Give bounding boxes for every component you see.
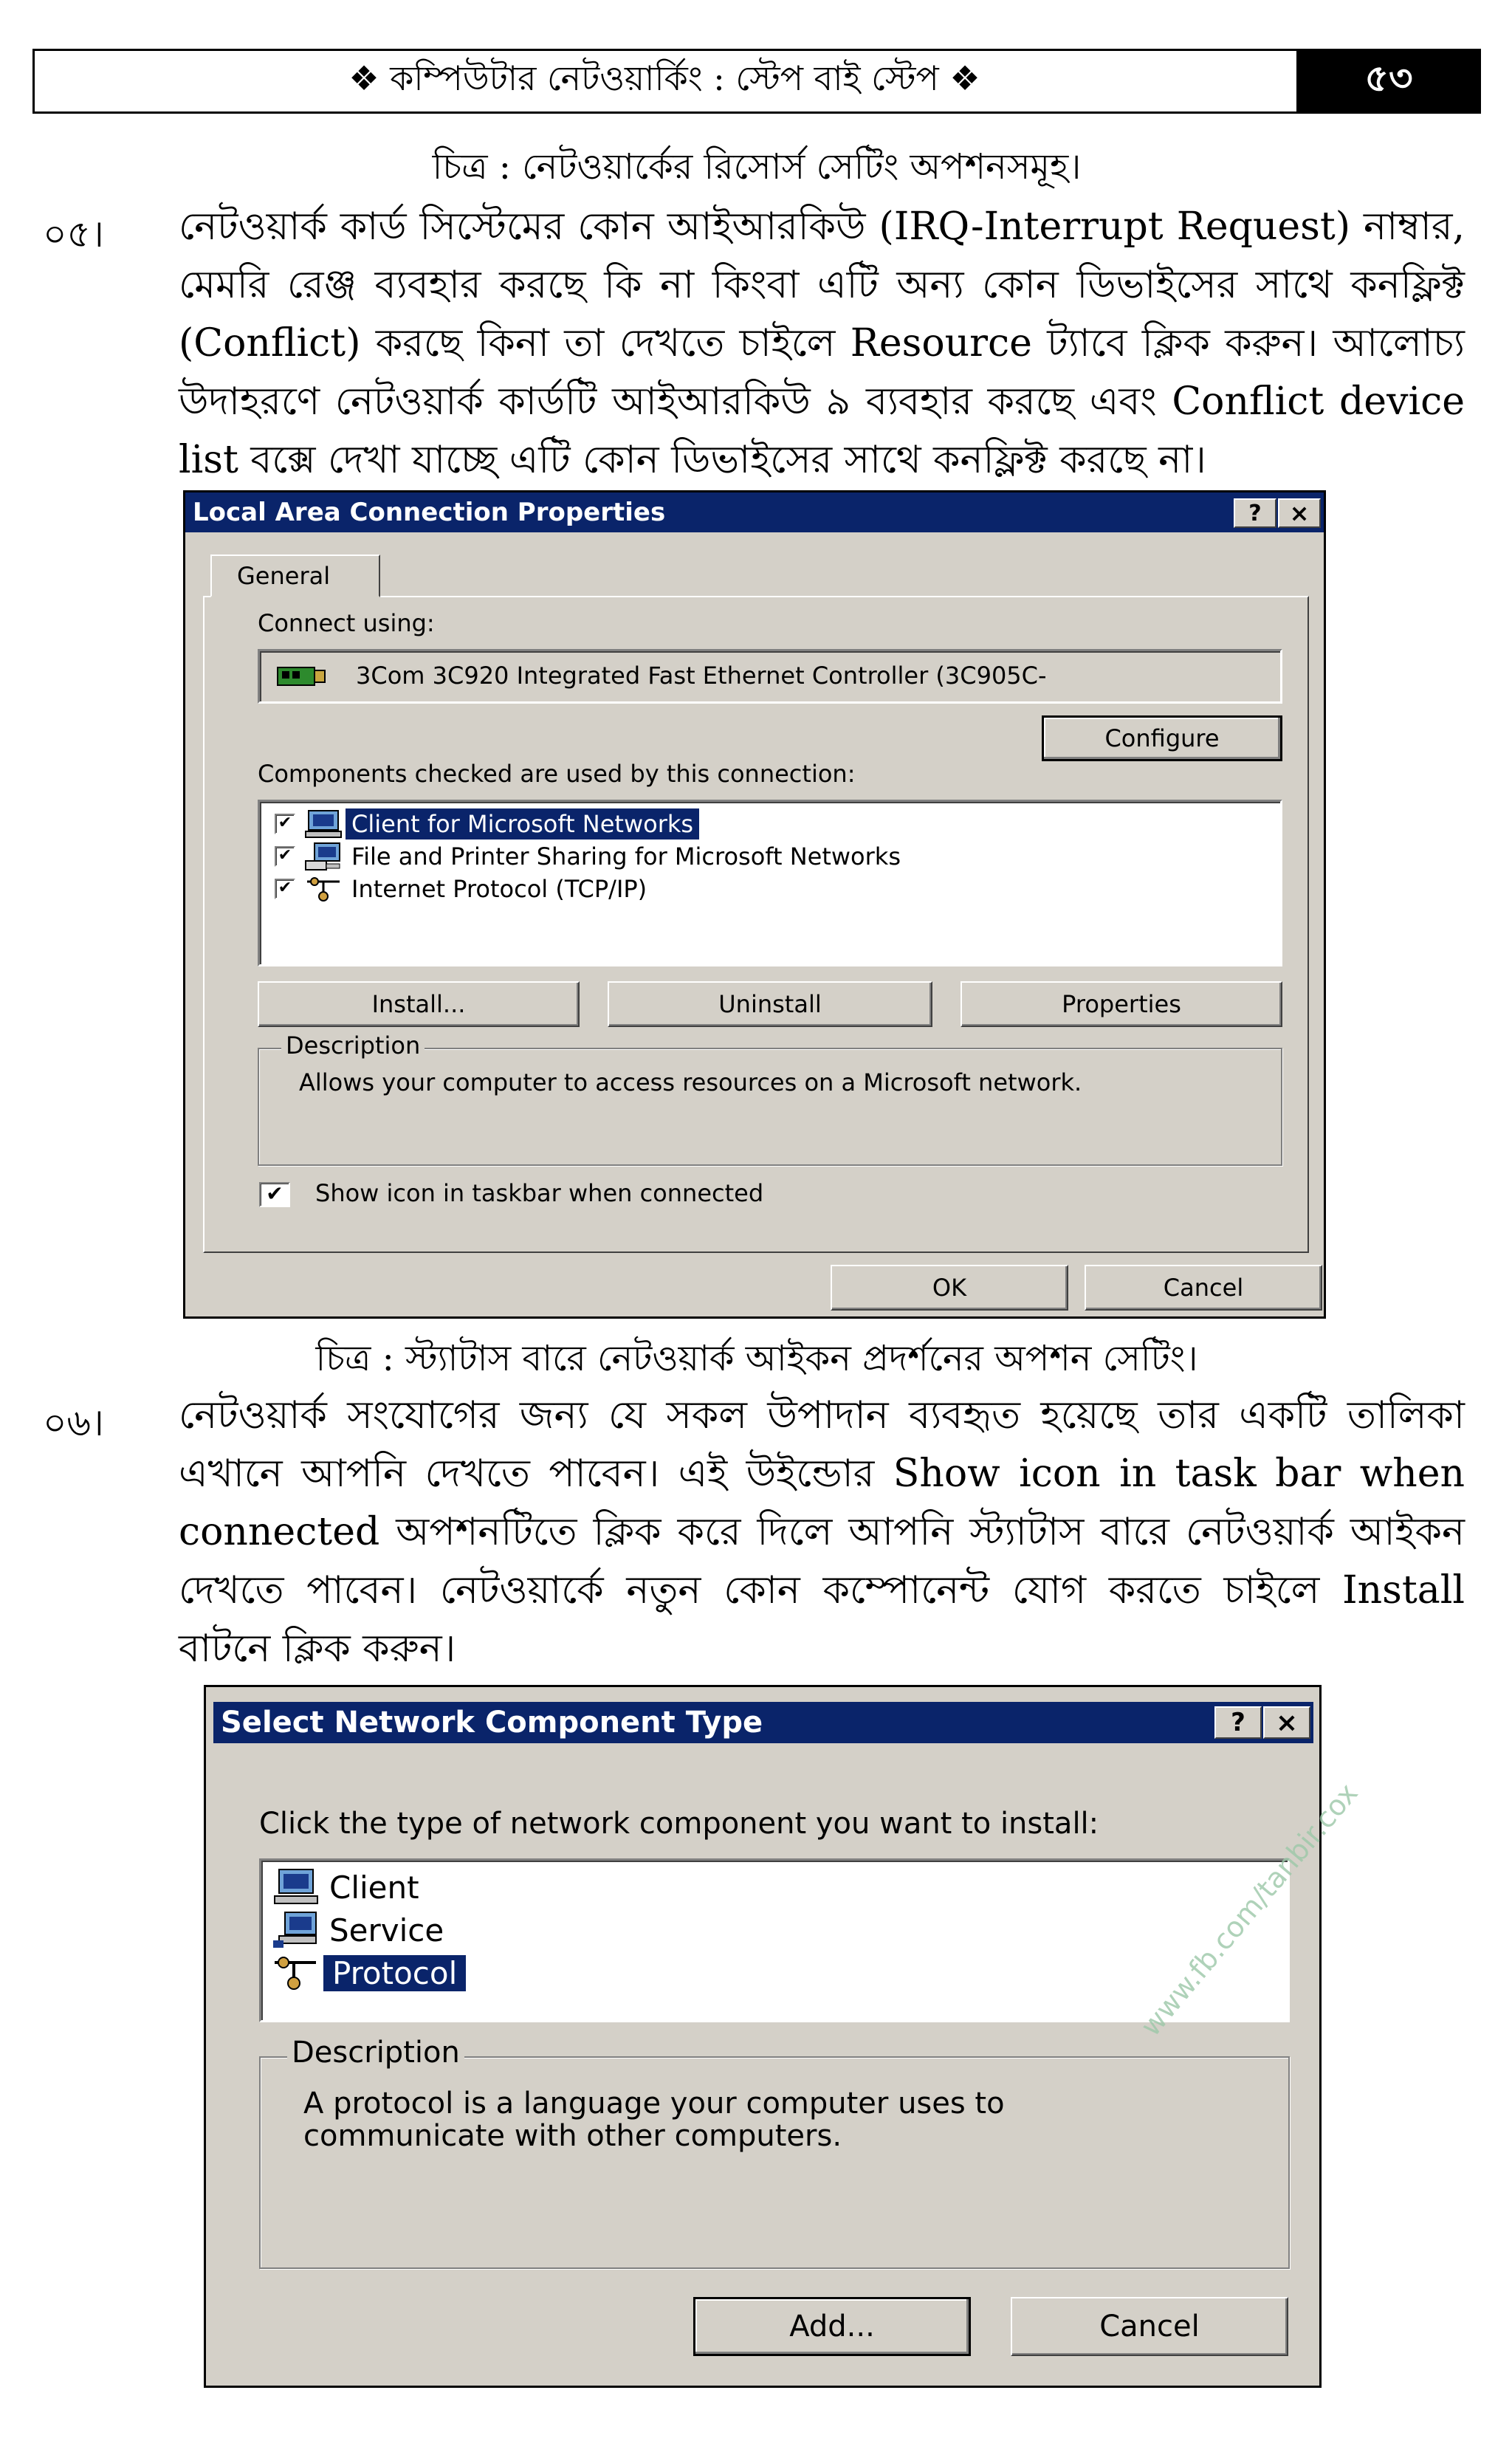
component-type-prompt: Click the type of network component you want to install: (259, 1807, 1099, 1841)
page-header-title: ❖ কম্পিউটার নেটওয়ার্কিং : স্টেপ বাই স্টেপ ❖ (348, 58, 980, 98)
cancel-button[interactable]: Cancel (1085, 1265, 1322, 1311)
list-item[interactable] (272, 1867, 425, 1908)
network-client-icon (304, 809, 343, 839)
close-button[interactable]: × (1263, 1706, 1310, 1739)
properties-button[interactable]: Properties (961, 981, 1282, 1027)
show-icon-checkbox[interactable]: ✔ (259, 1182, 290, 1207)
service-icon (272, 1911, 319, 1949)
adapter-name: 3Com 3C920 Integrated Fast Ethernet Controller (3C905C- (356, 662, 1047, 690)
description-legend: Description (281, 1031, 425, 1060)
components-list (258, 800, 1282, 966)
figure-caption-resource: চিত্র : নেটওয়ার্কের রিসোর্স সেটিং অপশনসমূহ। (432, 146, 1082, 188)
dialog-title-bar (213, 1702, 1313, 1743)
dialog-title: Local Area Connection Properties (193, 498, 666, 527)
help-button[interactable]: ? (1234, 498, 1276, 528)
close-button[interactable]: × (1278, 498, 1321, 528)
description-group (259, 2036, 1290, 2269)
component-checkbox[interactable]: ✔ (275, 879, 295, 899)
file-sharing-icon (304, 842, 343, 871)
list-item[interactable] (272, 1909, 450, 1951)
component-label: Internet Protocol (TCP/IP) (351, 875, 647, 903)
description-text: Allows your computer to access resources on a Microsoft network. (299, 1068, 1082, 1096)
component-type-list (259, 1858, 1290, 2022)
component-checkbox[interactable]: ✔ (275, 814, 295, 834)
component-type-label: Service (329, 1912, 444, 1948)
component-label: File and Printer Sharing for Microsoft Networks (351, 842, 901, 871)
protocol-icon (304, 874, 343, 904)
dialog-title: Select Network Component Type (221, 1706, 763, 1740)
add-button[interactable]: Add... (693, 2297, 971, 2356)
dialog-title-bar (185, 492, 1324, 532)
local-area-connection-properties-dialog (183, 490, 1326, 1319)
paragraph-number-05: ০৫। (43, 213, 104, 255)
configure-button[interactable]: Configure (1042, 715, 1282, 761)
list-item[interactable] (275, 840, 907, 873)
description-group (258, 1031, 1282, 1166)
paragraph-05: নেটওয়ার্ক কার্ড সিস্টেমের কোন আইআরকিউ (IRQ-Interrupt Request) নাম্বার, মেমরি রেঞ্জ ব্যবহার করছে কি না কিংবা এটি অন্য কোন ডিভাইসের সাথে কনফ্লিক্ট (Conflict) করছে কিনা তা দেখতে চাইলে Resource ট্যাবে ক্লিক করুন। আলোচ্য উদাহরণে নেটওয়ার্ক কার্ডটি আইআরকিউ ৯ ব্যবহার করছে এবং Conflict device list বক্সে দেখা যাচ্ছে এটি কোন ডিভাইসের সাথে কনফ্লিক্ট করছে না। (179, 205, 1465, 482)
protocol-icon (272, 1954, 319, 1992)
tab-general[interactable]: General (210, 554, 380, 597)
watermark: www.fb.com/tanbir.cox (1134, 1776, 1364, 2042)
network-card-icon (276, 665, 328, 690)
show-icon-label[interactable]: Show icon in taskbar when connected (315, 1179, 764, 1207)
install-button[interactable]: Install... (258, 981, 580, 1027)
list-item[interactable] (275, 808, 699, 840)
help-button[interactable]: ? (1214, 1706, 1262, 1739)
client-icon (272, 1868, 319, 1906)
cancel-button[interactable]: Cancel (1011, 2297, 1288, 2356)
figure-caption-status-icon: চিত্র : স্ট্যাটাস বারে নেটওয়ার্ক আইকন প্রদর্শনের অপশন সেটিং। (315, 1338, 1198, 1379)
list-item[interactable] (275, 873, 653, 905)
ok-button[interactable]: OK (831, 1265, 1068, 1311)
paragraph-number-06: ০৬। (43, 1401, 104, 1444)
connect-using-label: Connect using: (258, 609, 435, 637)
uninstall-button[interactable]: Uninstall (608, 981, 932, 1027)
component-type-label: Client (329, 1869, 419, 1906)
component-type-label: Protocol (323, 1955, 466, 1991)
paragraph-06: নেটওয়ার্ক সংযোগের জন্য যে সকল উপাদান ব্যবহৃত হয়েছে তার একটি তালিকা এখানে আপনি দেখতে পাবেন। এই উইন্ডোর Show icon in task bar when connected অপশনটিতে ক্লিক করে দিলে আপনি স্ট্যাটাস বারে নেটওয়ার্ক আইকন দেখতে পাবেন। নেটওয়ার্কে নতুন কোন কম্পোনেন্ট যোগ করতে চাইলে Install বাটনে ক্লিক করুন। (179, 1393, 1465, 1671)
component-label: Client for Microsoft Networks (346, 808, 699, 839)
adapter-field (258, 649, 1282, 704)
components-label: Components checked are used by this connection: (258, 760, 856, 788)
list-item[interactable] (272, 1952, 466, 1994)
component-checkbox[interactable]: ✔ (275, 846, 295, 867)
page-number: ৫৩ (1296, 49, 1481, 114)
description-text: A protocol is a language your computer uses to communicate with other computers. (303, 2087, 1005, 2153)
description-legend: Description (287, 2036, 464, 2070)
